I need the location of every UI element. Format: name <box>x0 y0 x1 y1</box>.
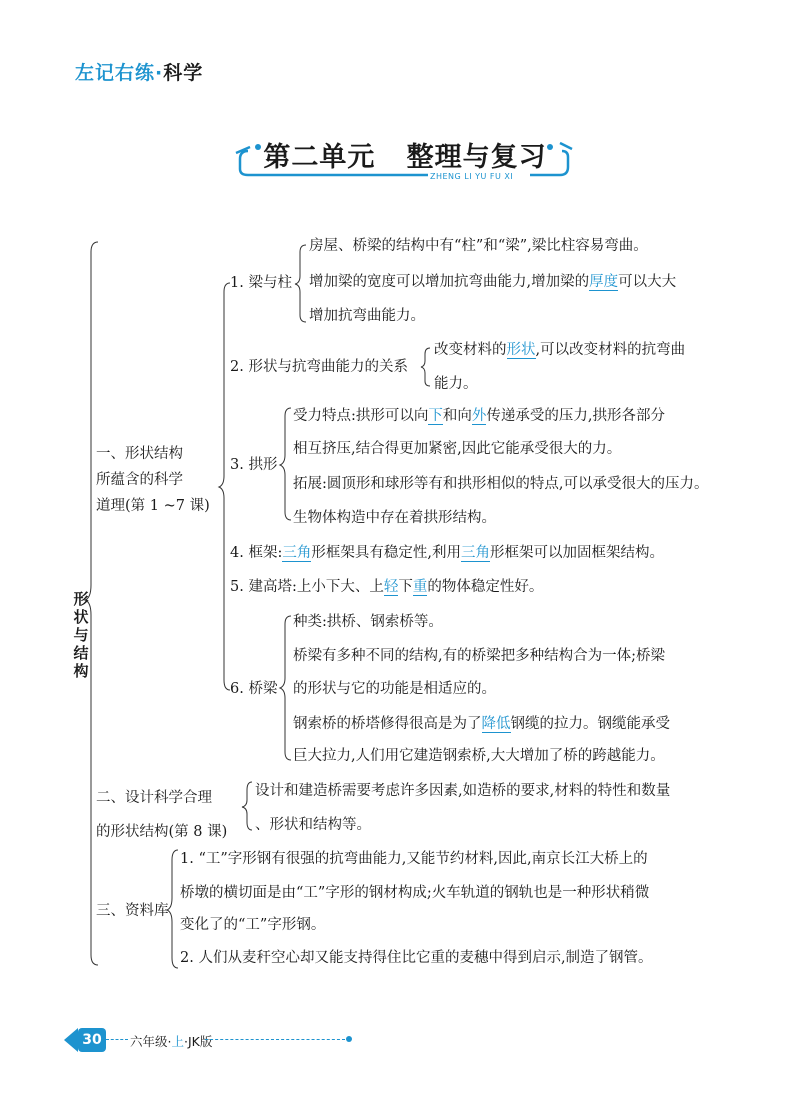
item6-line2: 桥梁有多种不同的结构,有的桥梁把多种结构合为一体;桥梁 <box>293 648 665 664</box>
section2-label-line: 二、设计科学合理 <box>96 790 212 806</box>
item2-brace <box>421 348 430 386</box>
item3-line1-c: 传递承受的压力,拱形各部分 <box>486 408 665 424</box>
highlight-answer: 轻 <box>383 579 399 595</box>
footer-dot <box>346 1036 352 1042</box>
section1-label-line: 道理(第 1 ~7 课) <box>96 498 210 514</box>
item6-label: 6. 桥梁 <box>230 681 278 697</box>
highlight-answer: 外 <box>471 408 487 424</box>
item1-label: 1. 梁与柱 <box>230 275 292 291</box>
page-title: 第二单元 整理与复习 <box>263 142 547 173</box>
section1-label <box>96 441 210 519</box>
brand-subject: 科学 <box>163 62 204 84</box>
item1-line1: 房屋、桥梁的结构中有“柱”和“梁”,梁比柱容易弯曲。 <box>309 238 648 254</box>
item6-line5: 巨大拉力,人们用它建造钢索桥,大大增加了桥的跨越能力。 <box>293 748 665 764</box>
item3-brace <box>280 408 291 520</box>
highlight-answer: 三角 <box>282 545 312 561</box>
section3-line3: 变化了的“工”字形钢。 <box>180 917 326 933</box>
item4-b: 形框架具有稳定性,利用 <box>311 545 461 561</box>
term-text: 上 <box>171 1034 185 1049</box>
item3-line4: 生物体构造中存在着拱形结构。 <box>293 510 496 526</box>
section2-label <box>96 781 227 849</box>
section3-line4: 2. 人们从麦秆空心却又能支持得住比它重的麦穗中得到启示,制造了钢管。 <box>180 950 653 966</box>
section1-label-line: 一、形状结构 <box>96 446 183 462</box>
highlight-answer: 厚度 <box>589 274 619 290</box>
item5-c: 的物体稳定性好。 <box>427 579 544 595</box>
item1-line2 <box>309 272 676 292</box>
item3-line3: 拓展:圆顶形和球形等有和拱形相似的特点,可以承受很大的压力。 <box>293 476 709 492</box>
item3-line1 <box>293 406 665 426</box>
item1-line3: 增加抗弯曲能力。 <box>309 308 425 324</box>
footer-divider <box>205 1039 345 1040</box>
highlight-answer: 下 <box>428 408 443 424</box>
section2-line1: 设计和建造桥需要考虑许多因素,如造桥的要求,材料的特性和数量 <box>255 783 671 799</box>
item2-line2: 能力。 <box>434 376 478 392</box>
item4-line <box>230 543 664 563</box>
item5-line <box>230 577 543 597</box>
highlight-answer: 三角 <box>460 545 490 561</box>
edition-text: JK版 <box>188 1034 213 1049</box>
item3-line1-a: 受力特点:拱形可以向 <box>293 408 429 424</box>
item2-line1-a: 改变材料的 <box>434 342 507 358</box>
title-pinyin: ZHENG LI YU FU XI <box>430 172 514 181</box>
footer-divider <box>106 1039 128 1040</box>
item2-label: 2. 形状与抗弯曲能力的关系 <box>230 359 408 375</box>
side-label-text: 形状与结构 <box>73 590 89 680</box>
item2-line1-b: ,可以改变材料的抗弯曲 <box>535 342 686 358</box>
brand-dot: · <box>155 62 164 84</box>
section3-line2: 桥墩的横切面是由“工”字形的钢材构成;火车轨道的钢轨也是一种形状稍微 <box>180 885 650 901</box>
highlight-answer: 降低 <box>481 716 511 732</box>
section3-line1: 1. “工”字形钢有很强的抗弯曲能力,又能节约材料,因此,南京长江大桥上的 <box>180 851 648 867</box>
item3-line1-b: 和向 <box>442 408 472 424</box>
item6-line4-a: 钢索桥的桥塔修得很高是为了 <box>293 716 482 732</box>
section2-label-line: 的形状结构(第 8 课) <box>96 824 228 840</box>
highlight-answer: 重 <box>412 579 428 595</box>
section1-brace <box>219 283 230 690</box>
section1-label-line: 所蕴含的科学 <box>96 472 183 488</box>
item1-line2-b: 可以大大 <box>618 274 677 290</box>
page-arrow-icon <box>64 1028 78 1052</box>
section2-brace <box>242 782 252 830</box>
item2-line1 <box>434 340 685 360</box>
item5-a: 5. 建高塔:上小下大、上 <box>230 579 384 595</box>
item3-label: 3. 拱形 <box>230 457 278 473</box>
highlight-answer: 形状 <box>506 342 536 358</box>
item6-line1: 种类:拱桥、钢索桥等。 <box>293 614 443 630</box>
section2-line2: 、形状和结构等。 <box>255 817 371 833</box>
item1-line2-a: 增加梁的宽度可以增加抗弯曲能力,增加梁的 <box>309 274 590 290</box>
item4-c: 形框架可以加固框架结构。 <box>489 545 664 561</box>
item3-line2: 相互挤压,结合得更加紧密,因此它能承受很大的力。 <box>293 441 622 457</box>
page-footer <box>60 1026 360 1056</box>
item6-brace <box>280 616 291 760</box>
side-topic-label <box>72 590 90 680</box>
grade-edition: 六年级·上·JK版 <box>130 1034 213 1049</box>
item1-brace <box>295 245 306 322</box>
page-number: 30 <box>78 1028 106 1052</box>
item4-a: 4. 框架: <box>230 545 283 561</box>
grade-text: 六年级 <box>130 1034 168 1049</box>
section3-label: 三、资料库 <box>96 903 169 919</box>
item6-line3: 的形状与它的功能是相适应的。 <box>293 681 496 697</box>
item5-b: 下 <box>398 579 413 595</box>
brand-main: 左记右练 <box>75 62 156 84</box>
item6-line4-b: 钢缆的拉力。钢缆能承受 <box>510 716 670 732</box>
item6-line4 <box>293 714 670 734</box>
